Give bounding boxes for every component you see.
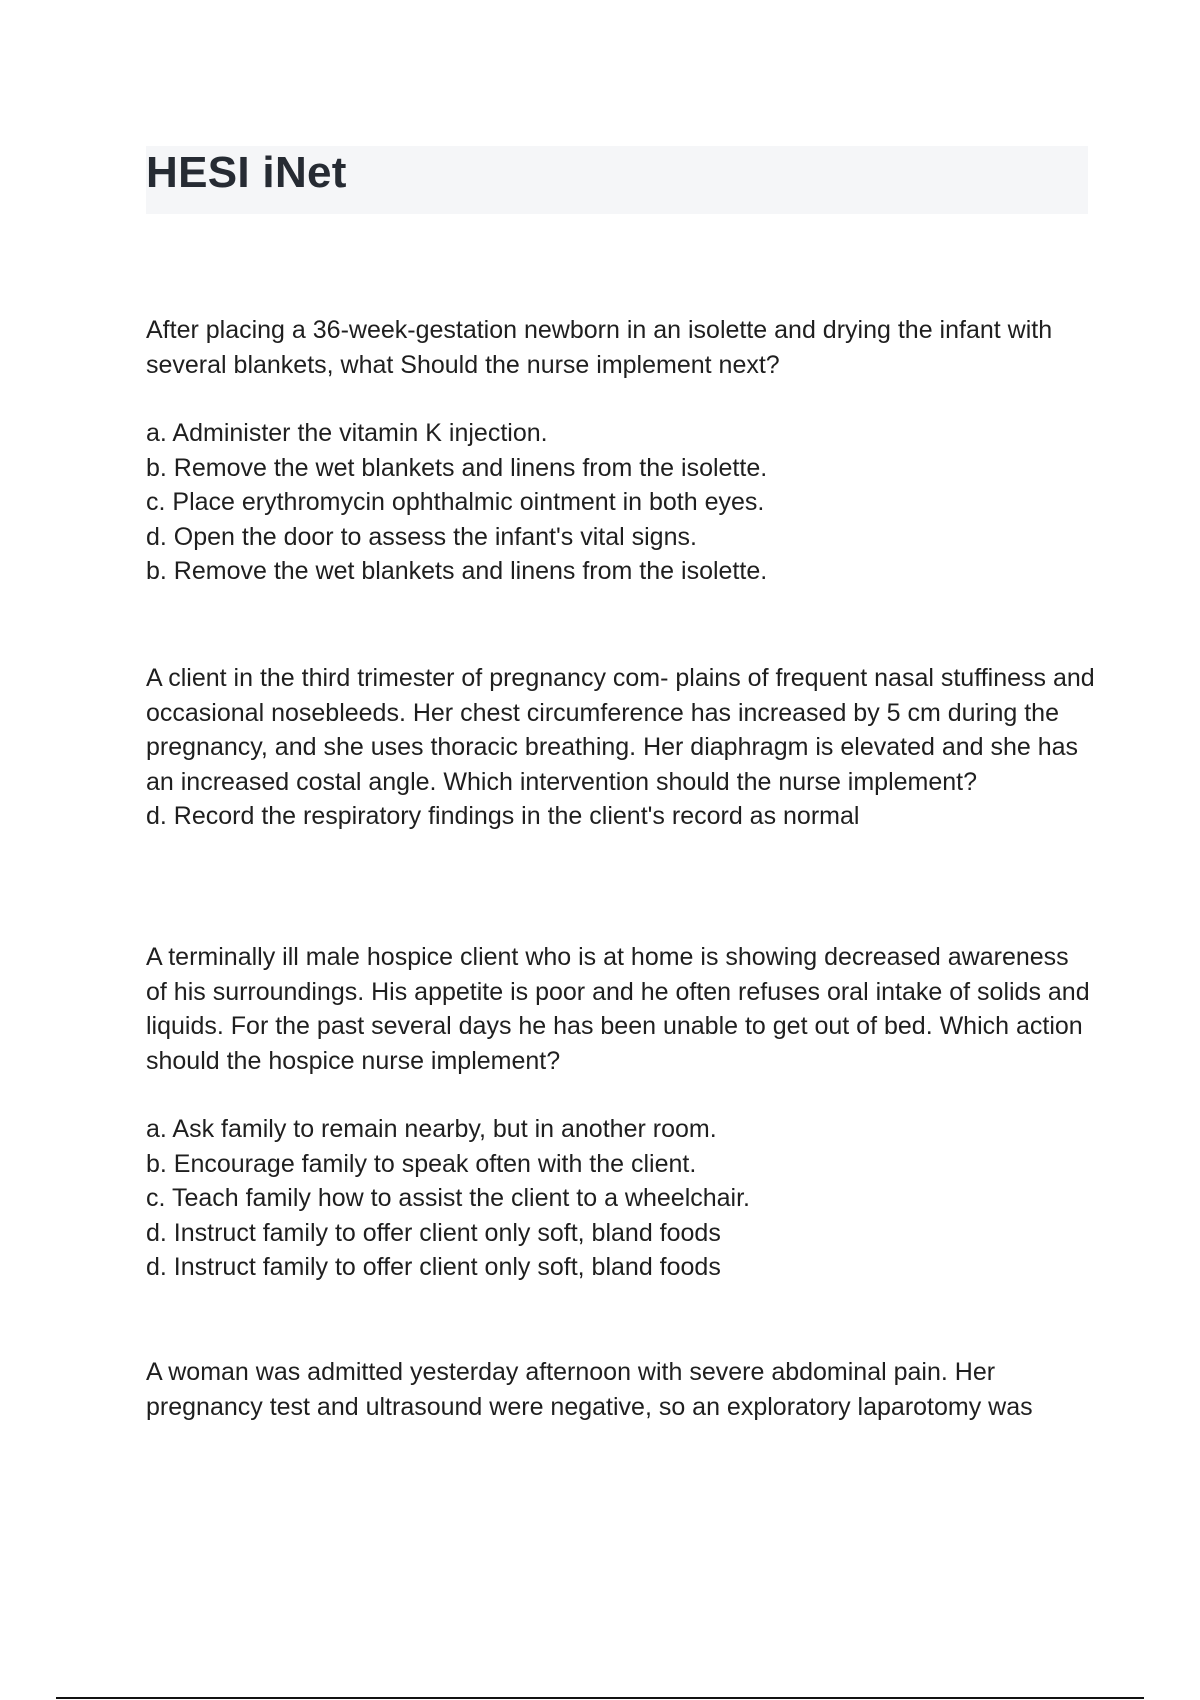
answer-options xyxy=(146,1112,1096,1285)
answer-option: d. Instruct family to offer client only soft, bland foods xyxy=(146,1218,721,1247)
answer-option: b. Remove the wet blankets and linens from the isolette. xyxy=(146,453,768,482)
question-stem: After placing a 36-week-gestation newborn in an isolette and drying the infant with several blankets, what Should the nurse implement next? xyxy=(146,316,1053,379)
correct-answer: d. Instruct family to offer client only soft, bland foods xyxy=(146,1253,721,1281)
question-3 xyxy=(146,940,1096,1285)
correct-answer: b. Remove the wet blankets and linens from the isolette. xyxy=(146,557,768,585)
page-bottom-rule xyxy=(56,1697,1144,1699)
question-stem: A client in the third trimester of pregnancy com- plains of frequent nasal stuffiness and occasional nosebleeds. Her chest circumference has increased by 5 cm during the pregnancy, and she uses thoracic breathing. Her diaphragm is elevated and she has an increased costal angle. Which intervention should the nurse implement? xyxy=(146,664,1095,796)
question-4 xyxy=(146,1355,1096,1424)
document-title: HESI iNet xyxy=(146,148,347,197)
answer-option: c. Teach family how to assist the client to a wheelchair. xyxy=(146,1184,751,1212)
correct-answer: d. Record the respiratory findings in the client's record as normal xyxy=(146,802,860,830)
answer-option: d. Open the door to assess the infant's vital signs. xyxy=(146,522,697,551)
answer-option: a. Ask family to remain nearby, but in another room. xyxy=(146,1115,717,1143)
answer-options xyxy=(146,416,1096,589)
question-1 xyxy=(146,313,1096,589)
question-stem: A woman was admitted yesterday afternoon with severe abdominal pain. Her pregnancy test and ultrasound were negative, so an exploratory laparotomy was xyxy=(146,1358,1033,1421)
answer-option: c. Place erythromycin ophthalmic ointment in both eyes. xyxy=(146,488,765,516)
question-stem: A terminally ill male hospice client who is at home is showing decreased awareness of his surroundings. His appetite is poor and he often refuses oral intake of solids and liquids. For the past several days he has been unable to get out of bed. Which action should the hospice nurse implement? xyxy=(146,943,1090,1075)
answer-option: b. Encourage family to speak often with the client. xyxy=(146,1149,697,1178)
answer-option: a. Administer the vitamin K injection. xyxy=(146,419,548,447)
question-2 xyxy=(146,661,1096,834)
